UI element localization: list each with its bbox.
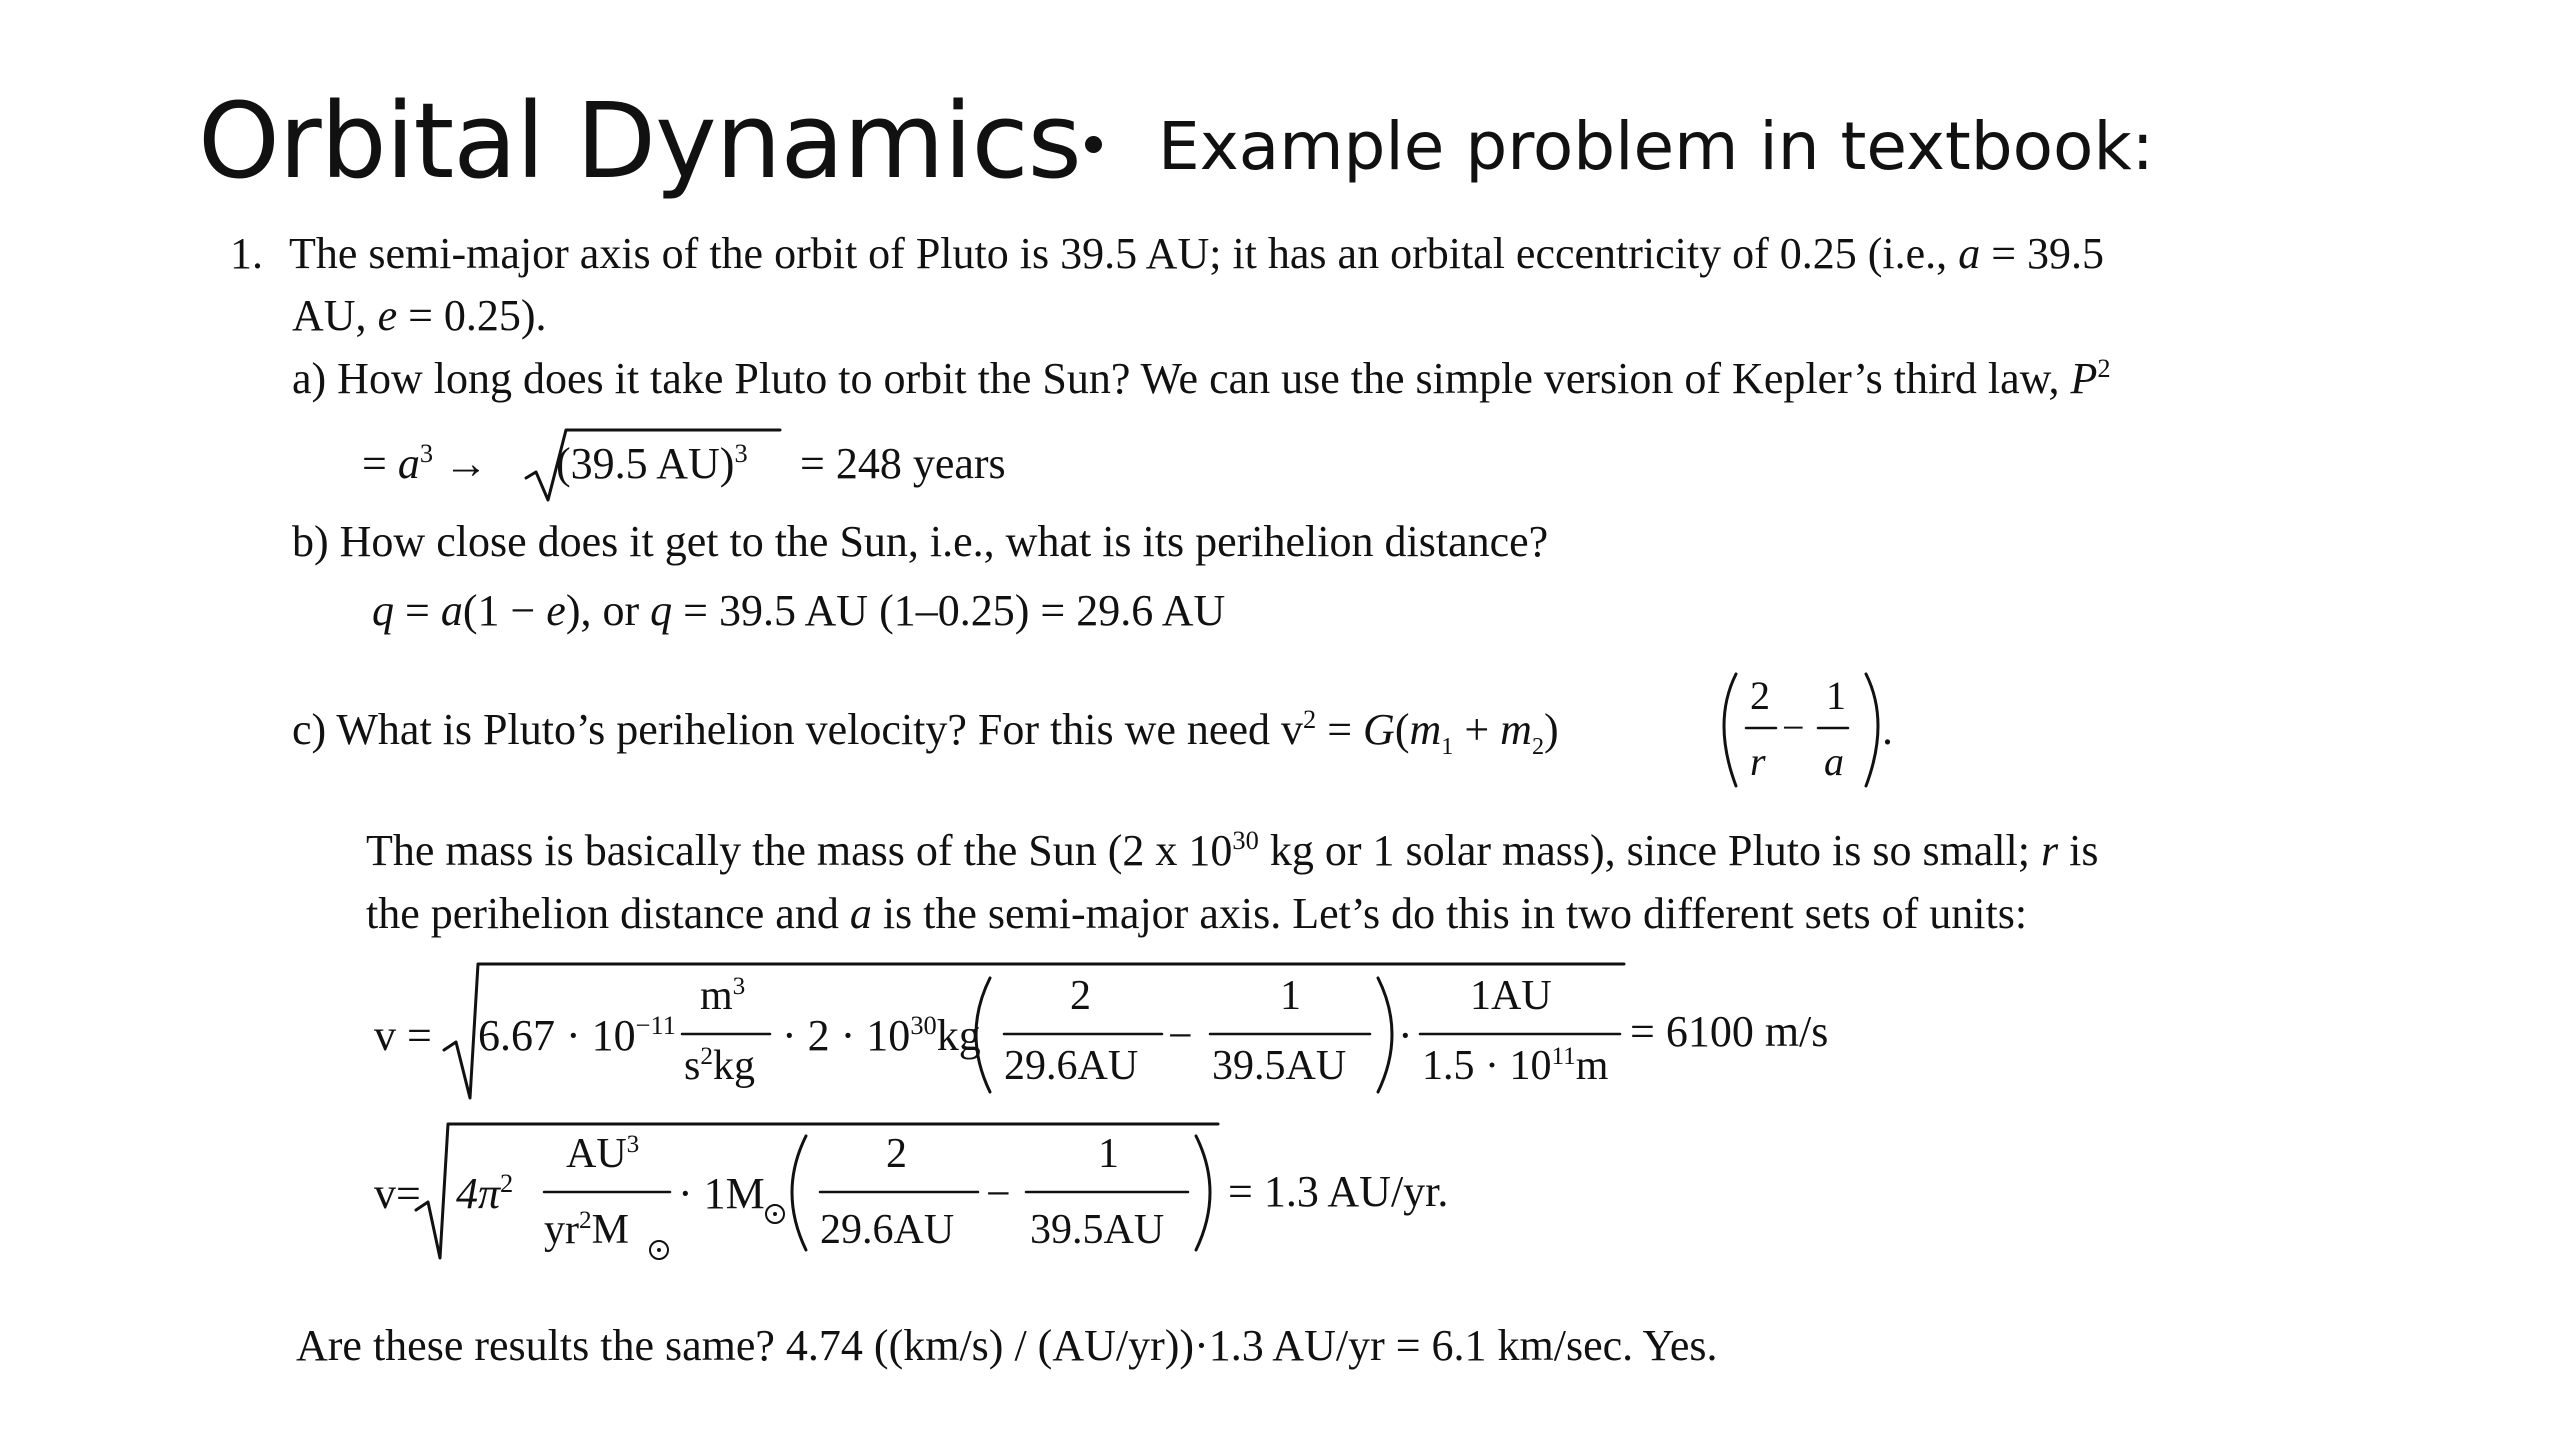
eq1-radical [444, 964, 1624, 1098]
problem-intro-line2: AU, e = 0.25). [292, 291, 547, 340]
part-b-equation: q = a(1 − e), or q = 39.5 AU (1–0.25) = 29.6 AU [372, 586, 1226, 635]
eq1-minus: − [1168, 1011, 1193, 1060]
part-a-result: = 248 years [800, 439, 1006, 488]
eq2-right-paren [1196, 1136, 1210, 1250]
eq2-unit-denominator: $yr^2M$ [544, 1206, 629, 1253]
mass-paragraph-line1: The mass is basically the mass of the Sun (2 x $10^{30}$ kg or 1 solar mass), since Pluto is so small; r is [366, 825, 2099, 875]
eq1-lhs: v = [374, 1011, 432, 1060]
eq2-four-pi: $4\pi^2$ [456, 1168, 514, 1218]
vis-viva-frac2-num: 1 [1826, 673, 1846, 718]
vis-viva-right-paren [1866, 674, 1878, 786]
part-c-question: c) What is Pluto’s perihelion velocity? For this we need $v^2 = G(m_1 + m_2)$ [292, 704, 1559, 760]
eq1-frac2-den: 39.5AU [1212, 1043, 1347, 1089]
slide-title: Orbital Dynamics [198, 80, 1081, 202]
part-a-radical [526, 430, 780, 500]
eq2-frac2-num: 1 [1098, 1131, 1119, 1177]
problem-number: 1. [230, 229, 263, 278]
eq1-frac1-den: 29.6AU [1004, 1043, 1139, 1089]
eq1-unit-numerator: $m^3$ [700, 972, 746, 1019]
eq1-gravity-constant: $6.67 \cdot 10^{-11}$ [478, 1010, 676, 1060]
vis-viva-frac1-den: r [1750, 739, 1766, 784]
eq1-dot: · [1398, 1011, 1413, 1060]
vis-viva-period: . [1882, 705, 1893, 754]
eq2-frac1-num: 2 [886, 1131, 907, 1177]
eq2-left-paren [792, 1136, 806, 1250]
conclusion-line: Are these results the same? 4.74 ((km/s) / (AU/yr))·1.3 AU/yr = 6.1 km/sec. Yes. [296, 1321, 1718, 1370]
eq2-result: = 1.3 AU/yr. [1228, 1167, 1449, 1216]
eq1-unit-denominator: $s^2kg$ [684, 1042, 755, 1089]
vis-viva-frac2-den: a [1824, 739, 1844, 784]
eq1-left-paren [976, 978, 990, 1092]
eq1-right-paren [1378, 978, 1392, 1092]
eq2-unit-numerator: $AU^3$ [566, 1130, 640, 1177]
eq1-frac2-num: 1 [1280, 973, 1301, 1019]
eq2-minus: − [986, 1169, 1011, 1218]
eq2-frac2-den: 39.5AU [1030, 1207, 1165, 1253]
vis-viva-left-paren [1724, 674, 1736, 786]
eq1-result: = 6100 m/s [1630, 1007, 1829, 1056]
vis-viva-minus: − [1782, 705, 1805, 750]
mass-paragraph-line2: the perihelion distance and a is the semi-major axis. Let’s do this in two different sets of units: [366, 889, 2028, 938]
problem-intro-line1: 1. The semi-major axis of the orbit of Pluto is 39.5 AU; it has an orbital eccentricity of 0.25 (i.e., a = 39.5 [230, 229, 2105, 278]
eq1-conv-num: 1AU [1470, 973, 1552, 1019]
eq2-solar-mass: · 1M [678, 1169, 765, 1218]
eq1-conv-den: $1.5 \cdot 10^{11}m$ [1422, 1042, 1609, 1089]
eq1-solar-mass: · $2 \cdot 10^{30}kg$ [782, 1010, 981, 1060]
eq2-frac1-den: 29.6AU [820, 1207, 955, 1253]
eq2-lhs: v= [374, 1169, 421, 1218]
vis-viva-frac1-num: 2 [1750, 673, 1770, 718]
part-a-question: a) How long does it take Pluto to orbit the Sun? We can use the simple version of Kepler’s third law, $P^2$ [292, 353, 2111, 403]
bullet-text: Example problem in textbook: [1158, 108, 2154, 185]
part-a-radicand: (39.5 AU)$^3$ [556, 438, 748, 488]
part-a-equation: = $a^3$ → [362, 438, 489, 488]
part-b-question: b) How close does it get to the Sun, i.e., what is its perihelion distance? [292, 517, 1549, 566]
eq1-frac1-num: 2 [1070, 973, 1091, 1019]
